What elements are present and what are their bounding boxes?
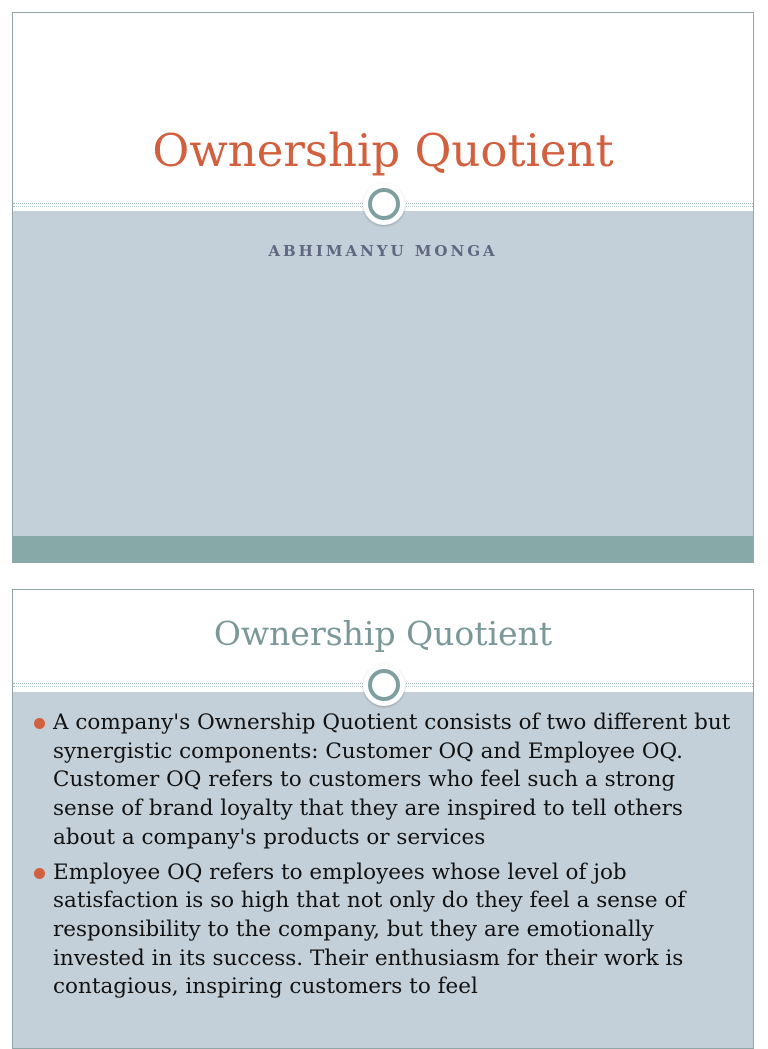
list-item bbox=[31, 859, 735, 1003]
bullet-dot-icon bbox=[34, 718, 45, 729]
footer-bar bbox=[13, 536, 753, 562]
slide-title: Ownership Quotient bbox=[152, 124, 614, 177]
title-slide bbox=[12, 12, 754, 563]
bullet-list bbox=[31, 709, 735, 1008]
bullet-dot-icon bbox=[34, 868, 45, 879]
slide-title: Ownership Quotient bbox=[213, 614, 553, 653]
slide-subtitle: ABHIMANYU MONGA bbox=[268, 242, 498, 260]
ring-ornament-icon bbox=[363, 183, 405, 225]
ring-ornament-icon bbox=[363, 664, 405, 706]
content-slide bbox=[12, 589, 754, 1049]
bullet-text: Employee OQ refers to employees whose level of job satisfaction is so high that not only do they feel a sense of responsibility to the company, but they are emotionally invested in its success. Their enthusiasm for their work is contagious, inspiring customers to feel bbox=[53, 859, 686, 1000]
bullet-text: A company's Ownership Quotient consists of two different but synergistic components: Customer OQ and Employee OQ. Customer OQ refers to customers who feel such a strong sense of brand loyalty that they are inspired to tell others about a company's products or services bbox=[53, 710, 731, 850]
list-item bbox=[31, 709, 735, 853]
